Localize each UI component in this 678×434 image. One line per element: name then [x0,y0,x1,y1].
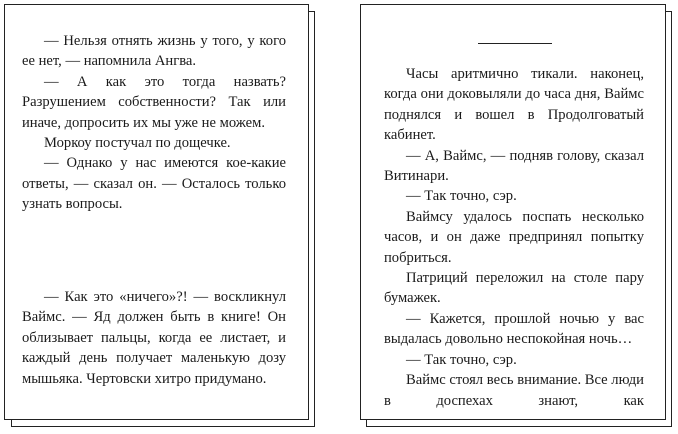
paragraph: — А, Ваймс, — подняв голову, сказал Витинари. [384,147,644,185]
paragraph: — Как это «ничего»?! — воскликнул Ваймс. — Яд должен быть в книге! Он облизывает пальцы, когда ее листает, и каждый день получает маленькую дозу мышьяка. Чертовски хитро придумано. [22,289,286,387]
paragraph: — Однако у нас имеются кое-какие ответы, — сказал он. — Осталось только узнать вопросы. [22,155,286,213]
left-text-block-top [22,31,286,215]
paragraph: — Нельзя отнять жизнь у того, у кого ее нет, — напомнила Ангва. [22,33,286,70]
paragraph: Моркоу постучал по дощечке. [44,135,231,152]
paragraph: — Так точно, сэр. [406,351,517,368]
paragraph: Патриций переложил на столе пару бумажек. [384,270,644,307]
paragraph: Ваймсу удалось поспать несколько часов, и он даже предпринял попытку побриться. [384,208,644,266]
paragraph: — Так точно, сэр. [406,188,517,205]
paragraph: — А как это тогда назвать? Разрушением собственности? Так или иначе, допросить их мы уже не можем. [22,73,286,131]
right-text-block [384,64,644,411]
paragraph: Ваймс стоял весь внимание. Все люди в доспехах знают, как [384,372,644,409]
section-divider-rule [478,43,552,44]
paragraph: — Кажется, прошлой ночью у вас выдалась довольно неспокойная ночь… [384,310,644,348]
paragraph: Часы аритмично тикали. наконец, когда они доковыляли до часа дня, Ваймс поднялся и вошел в Продолговатый кабинет. [384,66,644,144]
left-text-block-bottom [22,287,286,389]
